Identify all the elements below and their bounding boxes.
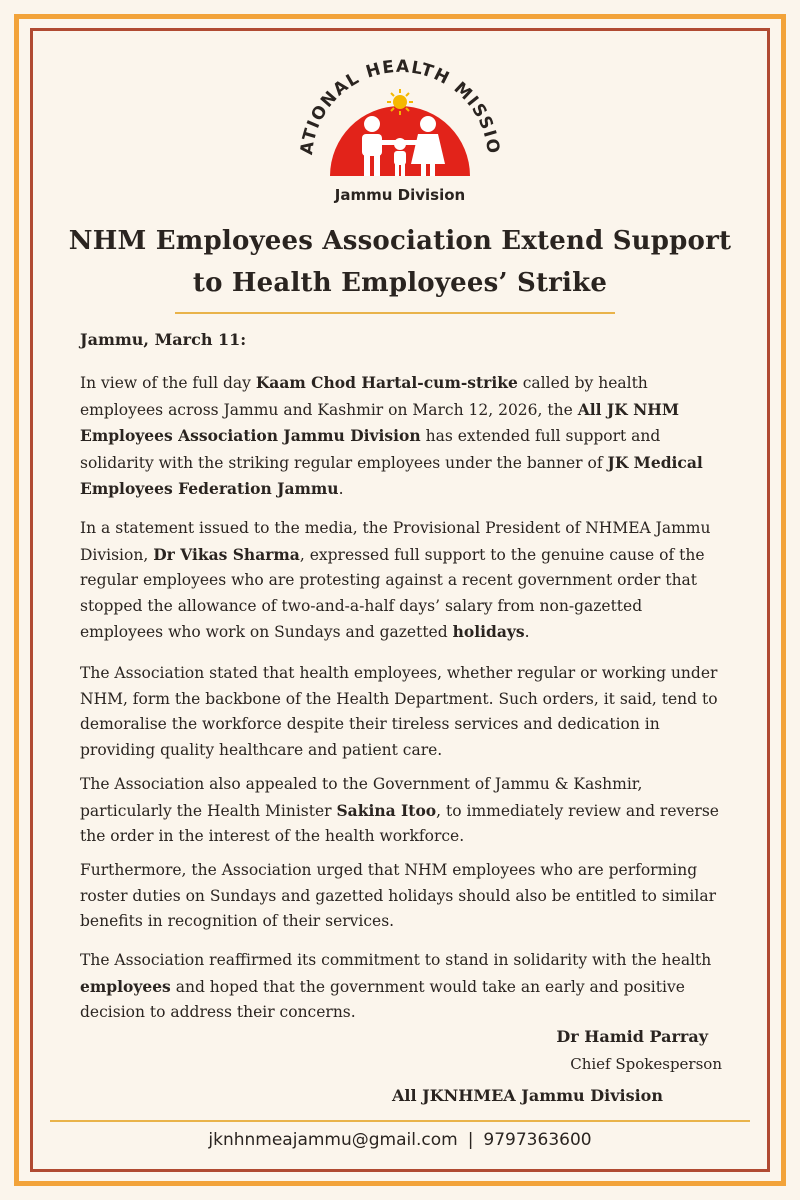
paragraph: [80, 661, 725, 763]
contact-separator: |: [467, 1130, 474, 1150]
body-text: The Association also appealed to the Government of Jammu & Kashmir, particularly the Health Minister: [80, 775, 643, 820]
logo-arc-text: ATIONAL HEALTH MISSIO: [296, 56, 504, 156]
body-text: called by health employees across Jammu and Kashmir on March 12, 2026, the: [80, 374, 648, 419]
footer-divider: [50, 1120, 750, 1122]
emphasis-text: Dr Vikas Sharma: [153, 544, 300, 564]
signatory-title: Chief Spokesperson: [570, 1055, 722, 1073]
dateline: Jammu, March 11:: [80, 330, 247, 349]
paragraph: [80, 948, 725, 1026]
emphasis-text: All JK NHM Employees Association Jammu Division: [80, 399, 680, 445]
emphasis-text: employees: [80, 976, 171, 996]
body-text: Furthermore, the Association urged that NHM employees who are performing roster duties on Sundays and gazetted holidays should also be entitled to similar benefits in recognition of their services.: [80, 861, 716, 930]
body-text: The Association stated that health employees, whether regular or working under NHM, form the backbone of the Health Department. Such orders, it said, tend to demoralise the workforce despite their tireless services and dedication in providing quality healthcare and patient care.: [80, 664, 718, 759]
signatory-name: Dr Hamid Parray: [556, 1027, 708, 1046]
signatory-organization: All JKNHMEA Jammu Division: [392, 1086, 663, 1105]
body-text: .: [524, 623, 530, 641]
body-text: , expressed full support to the genuine cause of the regular employees who are protesting against a recent government order that stopped the allowance of two-and-a-half days’ salary from non-gazetted employees who work on Sundays and gazetted: [80, 545, 705, 641]
body-text: .: [338, 480, 344, 498]
paragraph: [80, 858, 725, 935]
paragraph: [80, 772, 725, 850]
headline-line-1: NHM Employees Association Extend Support: [68, 226, 732, 256]
emphasis-text: holidays: [452, 622, 525, 641]
nhm-logo: [290, 40, 510, 215]
body-text: In a statement issued to the media, the Provisional President of NHMEA Jammu Division,: [80, 519, 711, 564]
body-text: and hoped that the government would take an early and positive decision to address their concerns.: [80, 977, 685, 1021]
contact-phone[interactable]: 9797363600: [483, 1130, 592, 1150]
body-text: The Association reaffirmed its commitment to stand in solidarity with the health: [80, 951, 712, 969]
contact-email[interactable]: jknhnmeajammu@gmail.com: [208, 1130, 458, 1150]
footer-contact: [50, 1130, 750, 1150]
paragraph: [80, 516, 725, 646]
emphasis-text: Kaam Chod Hartal-cum-strike: [255, 373, 518, 392]
logo-division: Jammu Division: [334, 186, 466, 204]
body-text: has extended full support and solidarity with the striking regular employees under the banner of: [80, 427, 661, 472]
headline-line-2: to Health Employees’ Strike: [192, 268, 608, 298]
paragraph: [80, 370, 725, 503]
headline-divider: [175, 312, 615, 314]
nhm-emblem-icon: [290, 40, 510, 215]
emphasis-text: JK Medical Employees Federation Jammu: [80, 452, 703, 498]
body-text: In view of the full day: [80, 374, 256, 392]
emphasis-text: Sakina Itoo: [336, 800, 437, 820]
body-text: , to immediately review and reverse the order in the interest of the health workforce.: [80, 801, 719, 845]
